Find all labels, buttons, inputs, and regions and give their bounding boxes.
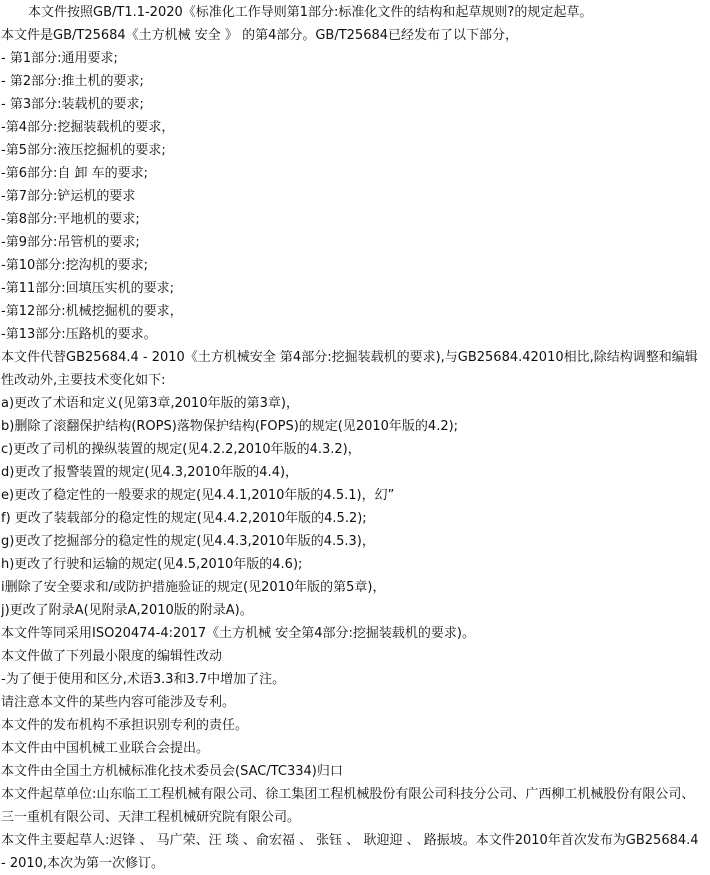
change-item-b: b)删除了滚翻保护结构(ROPS)落物保护结构(FOPS)的规定(见2010年版的4.2); — [1, 419, 459, 434]
change-item-j: j)更改了附录A(见附录A,2010版的附录A)。 — [1, 603, 253, 618]
change-item-e: e)更改了稳定性的一般要求的规定(见4.4.1,2010年版的4.5.1)，幻” — [1, 488, 395, 503]
paragraph-patent-responsibility: 本文件的发布机构不承担识别专利的责任。 — [1, 718, 249, 733]
paragraph-drafters: 本文件主要起草人:迟锋 、 马广荣、汪 琰 、俞宏福 、 张钰 、 耿迎迎 、 路振坡。本文件2010年首次发布为GB25684.4 - 2010,本次为第一次修订。 — [1, 833, 699, 871]
change-item-g: g)更改了挖掘部分的稳定性的规定(见4.4.3,2010年版的4.5.3)， — [1, 534, 375, 549]
list-item-part-10: -第10部分:挖沟机的要求; — [1, 258, 148, 273]
change-item-i: i删除了安全要求和/或防护措施验证的规定(见2010年版的第5章)， — [1, 580, 386, 595]
list-item-part-6: -第6部分:自 卸 车的要求; — [1, 166, 148, 181]
paragraph-committee: 本文件由全国土方机械标准化技术委员会(SAC/TC334)归口 — [1, 764, 343, 779]
change-item-f: f) 更改了装载部分的稳定性的规定(见4.4.2,2010年版的4.5.2); — [1, 511, 367, 526]
list-item-part-12: -第12部分:机械挖掘机的要求， — [1, 304, 183, 319]
paragraph-terms-note: -为了便于使用和区分,术语3.3和3.7中增加了注。 — [1, 672, 286, 687]
list-item-part-5: -第5部分:液压挖掘机的要求; — [1, 143, 166, 158]
change-item-h: h)更改了行驶和运输的规定(见4.5,2010年版的4.6); — [1, 557, 303, 572]
list-item-part-2: - 第2部分:推土机的要求; — [1, 74, 144, 89]
list-item-part-7: -第7部分:铲运机的要求 — [1, 189, 136, 204]
paragraph-patent-notice: 请注意本文件的某些内容可能涉及专利。 — [1, 695, 236, 710]
list-item-part-1: - 第1部分:通用要求; — [1, 51, 118, 66]
paragraph-replacement-note: 本文件代替GB25684.4 - 2010《土方机械安全 第4部分:挖掘装载机的要求),与GB25684.42010相比,除结构调整和编辑性改动外,主要技术变化如下: — [1, 350, 698, 388]
list-item-part-8: -第8部分:平地机的要求; — [1, 212, 140, 227]
list-item-part-13: -第13部分:压路机的要求。 — [1, 327, 157, 342]
paragraph-drafting-units: 本文件起草单位:山东临工工程机械有限公司、徐工集团工程机械股份有限公司科技分公司、广西柳工机械股份有限公司、三一重机有限公司、天津工程机械研究院有限公司。 — [1, 787, 695, 825]
list-item-part-4: -第4部分:挖掘装载机的要求， — [1, 120, 175, 135]
paragraph-proposer: 本文件由中国机械工业联合会提出。 — [1, 741, 210, 756]
paragraph-iso-adoption: 本文件等同采用ISO20474-4:2017《土方机械 安全第4部分:挖掘装载机的要求)。 — [1, 626, 475, 641]
list-item-part-3: - 第3部分:装载机的要求; — [1, 97, 144, 112]
change-item-d: d)更改了报警装置的规定(见4.3,2010年版的4.4)， — [1, 465, 299, 480]
change-item-a: a)更改了术语和定义(见第3章,2010年版的第3章)， — [1, 396, 299, 411]
paragraph-drafting-basis: 本文件按照GB/T1.1-2020《标准化工作导则第1部分:标准化文件的结构和起草规则?的规定起草。 — [28, 5, 593, 20]
list-item-part-9: -第9部分:吊管机的要求; — [1, 235, 140, 250]
change-item-c: c)更改了司机的操纵装置的规定(见4.2.2,2010年版的4.3.2)， — [1, 442, 361, 457]
list-item-part-11: -第11部分:回填压实机的要求; — [1, 281, 174, 296]
paragraph-series-intro: 本文件是GB/T25684《土方机械 安全 》 的第4部分。GB/T25684已经发布了以下部分， — [1, 28, 519, 43]
paragraph-editorial-changes: 本文件做了下列最小限度的编辑性改动 — [1, 649, 223, 664]
